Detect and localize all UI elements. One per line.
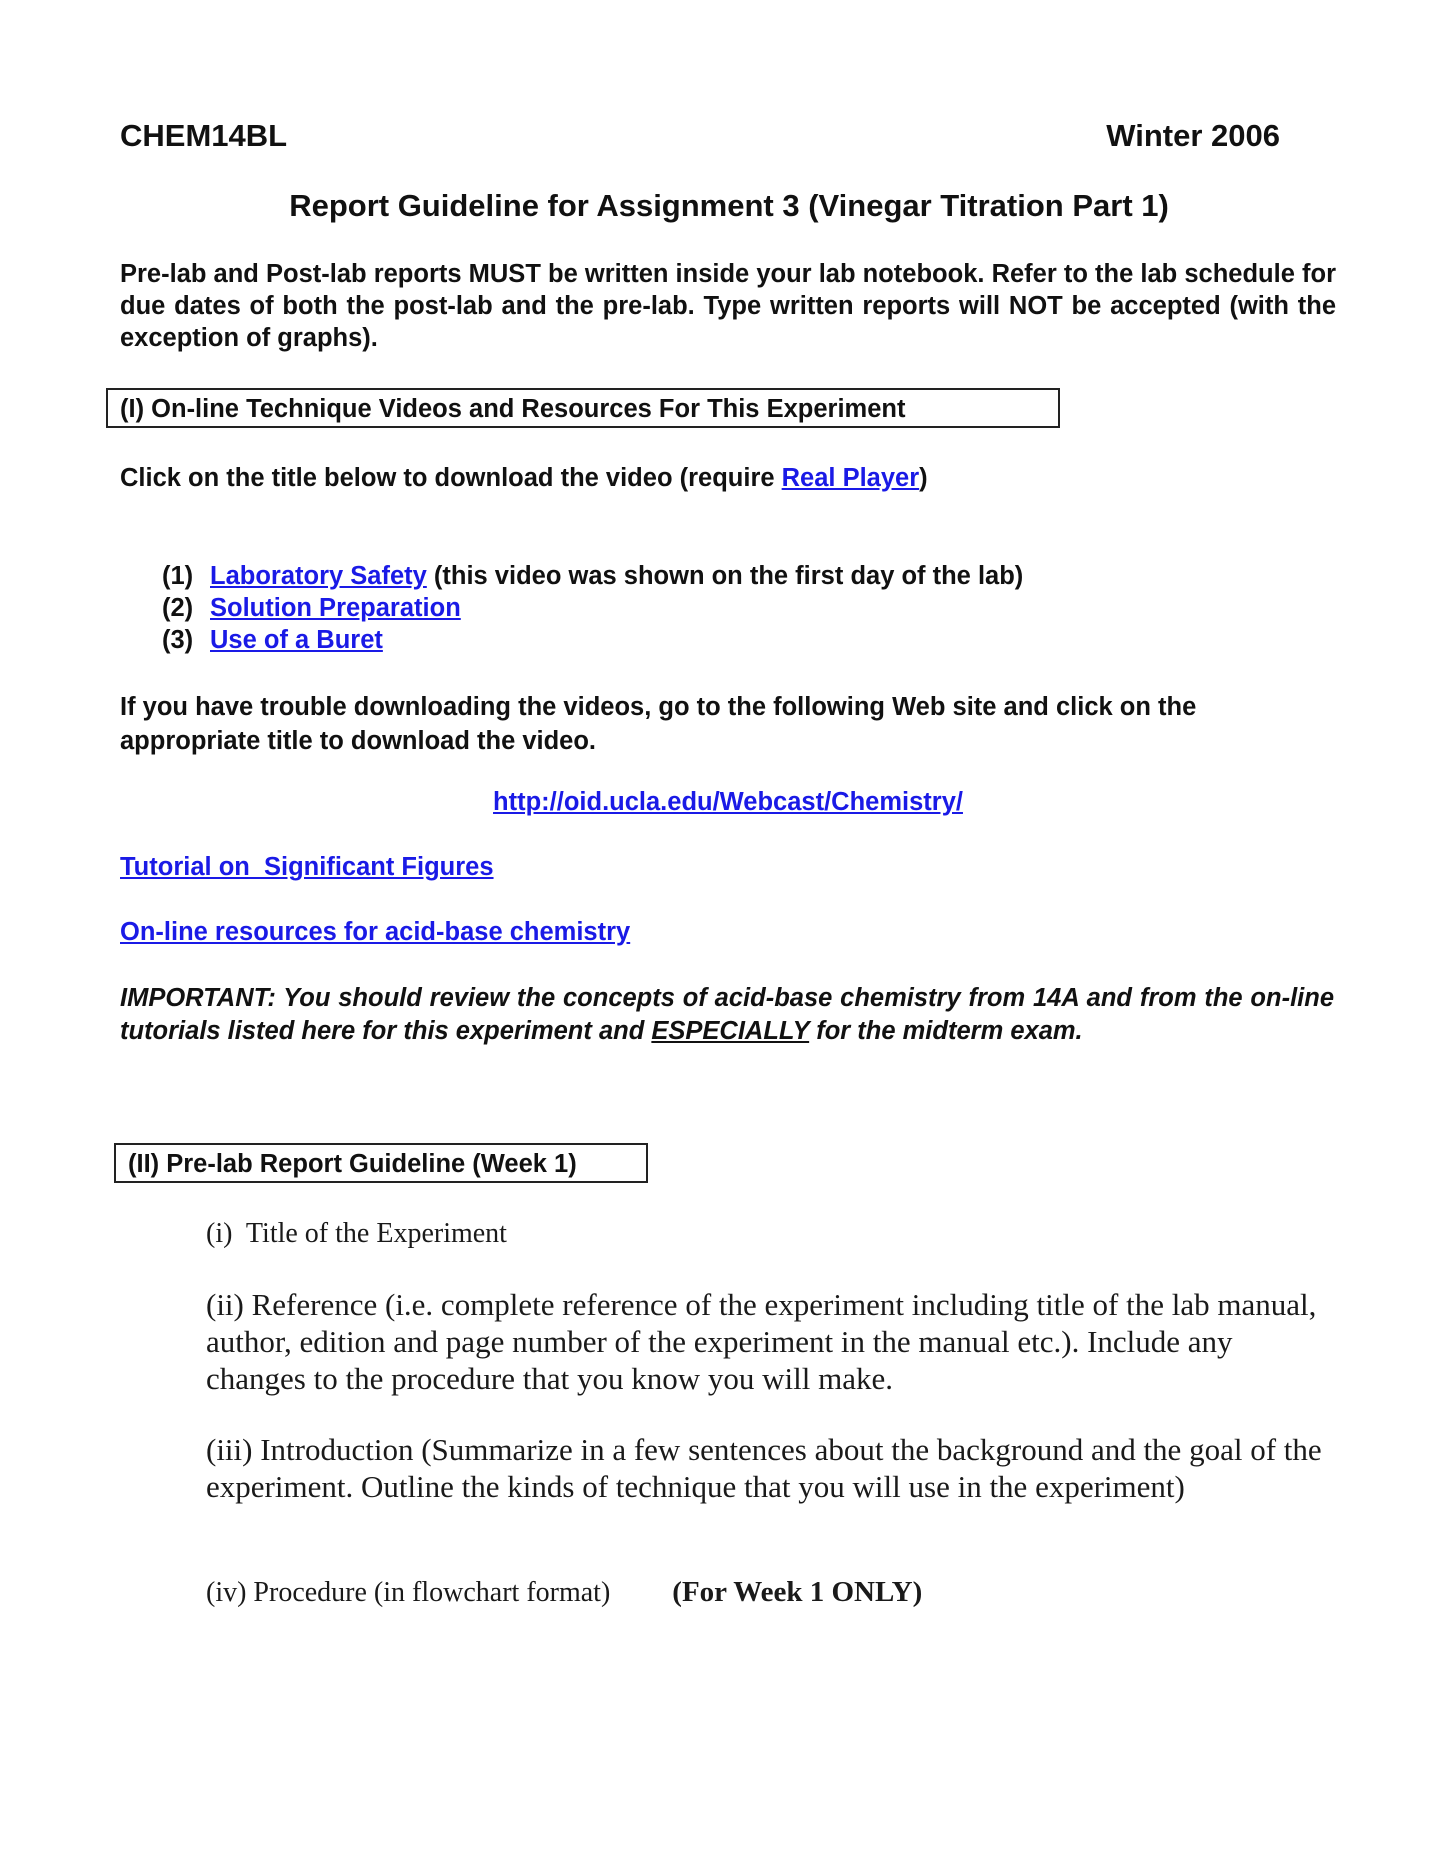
video-note: (this video was shown on the first day of the lab)	[426, 562, 1024, 590]
download-instruction	[120, 464, 928, 493]
important-note	[120, 982, 1334, 1048]
tutorial-row	[120, 853, 494, 882]
download-instruction-prefix: Click on the title below to download the video (require	[120, 464, 782, 492]
video-number: (2)	[162, 594, 194, 622]
section-heading-online-resources: (I) On-line Technique Videos and Resources For This Experiment	[106, 388, 1060, 428]
list-item	[162, 560, 1023, 592]
page-title: Report Guideline for Assignment 3 (Vinegar Titration Part 1)	[289, 188, 1169, 223]
real-player-link[interactable]: Real Player	[781, 464, 920, 492]
section-heading-prelab: (II) Pre-lab Report Guideline (Week 1)	[114, 1143, 648, 1183]
term-label: Winter 2006	[1106, 118, 1280, 153]
webcast-url-link[interactable]: http://oid.ucla.edu/Webcast/Chemistry/	[493, 788, 963, 816]
important-emphasis: ESPECIALLY	[651, 1017, 810, 1045]
webcast-url-row	[0, 788, 1456, 817]
video-list	[162, 560, 1023, 656]
trouble-paragraph: If you have trouble downloading the videos, go to the following Web site and click on the appropriate title to download the video.	[120, 693, 1197, 755]
download-instruction-suffix: )	[919, 464, 928, 492]
acid-base-resources-link[interactable]: On-line resources for acid-base chemistry	[120, 918, 631, 946]
resources-row	[120, 918, 630, 947]
important-note-suffix: for the midterm exam.	[809, 1017, 1083, 1045]
intro-paragraph: Pre-lab and Post-lab reports MUST be written inside your lab notebook. Refer to the lab schedule for due dates of both the post-lab and the pre-lab. Type written reports will NOT be accepted (with the exception of graphs).	[120, 260, 1336, 352]
prelab-item-title: (i) Title of the Experiment	[206, 1218, 507, 1249]
list-item	[162, 624, 1023, 656]
significant-figures-tutorial-link[interactable]: Tutorial on Significant Figures	[120, 853, 494, 881]
procedure-week-note: (For Week 1 ONLY)	[672, 1576, 923, 1608]
prelab-item-reference: (ii) Reference (i.e. complete reference of the experiment including title of the lab manual, author, edition and page number of the experiment in the manual etc.). Include any changes to the procedure that you know you will make.	[206, 1287, 1317, 1396]
use-of-buret-link[interactable]: Use of a Buret	[210, 626, 383, 654]
video-number: (1)	[162, 562, 194, 590]
solution-preparation-link[interactable]: Solution Preparation	[210, 594, 461, 622]
video-number: (3)	[162, 626, 194, 654]
procedure-label: (iv) Procedure (in flowchart format)	[206, 1577, 611, 1608]
prelab-item-introduction: (iii) Introduction (Summarize in a few sentences about the background and the goal of the experiment. Outline the kinds of technique that you will use in the experiment)	[206, 1432, 1322, 1504]
laboratory-safety-link[interactable]: Laboratory Safety	[210, 562, 427, 590]
important-note-prefix: IMPORTANT: You should review the concepts of acid-base chemistry from 14A and from the on-line tutorials listed here for this experiment and	[120, 984, 1334, 1045]
list-item	[162, 592, 1023, 624]
prelab-item-procedure	[206, 1576, 922, 1609]
course-code: CHEM14BL	[120, 118, 288, 153]
